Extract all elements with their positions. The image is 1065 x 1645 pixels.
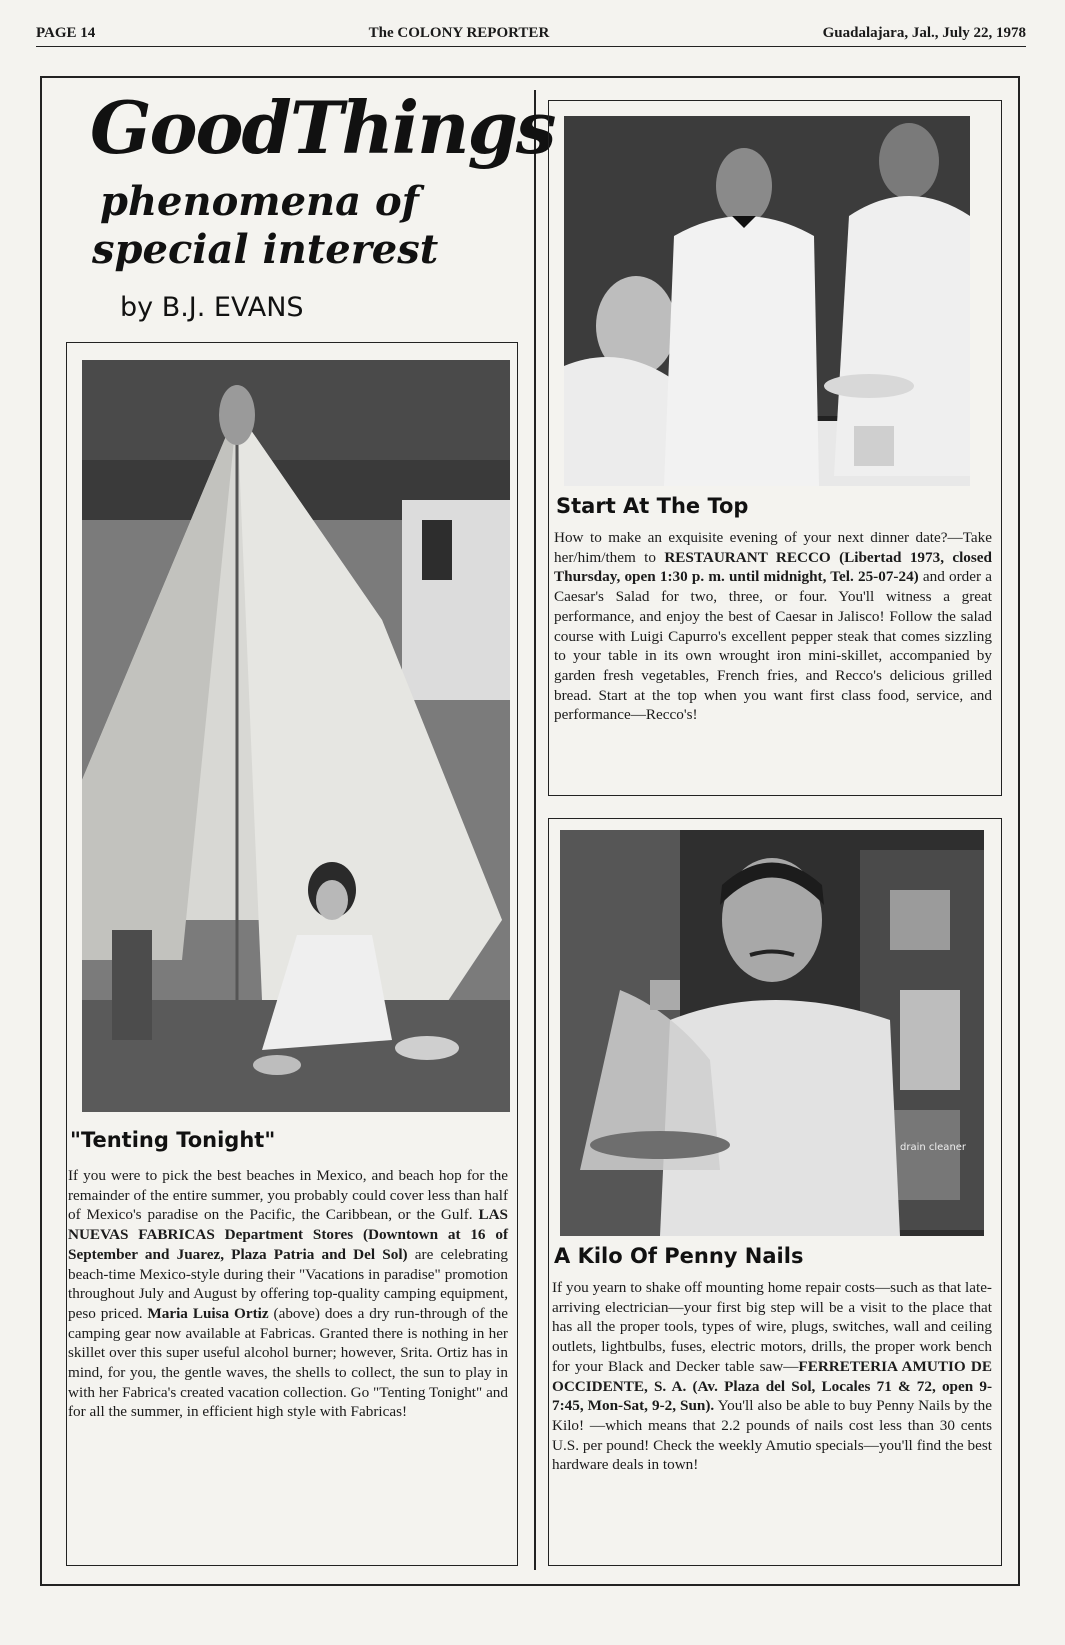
hardware-photo (560, 830, 984, 1236)
restaurant-photo (564, 116, 970, 486)
tenting-headline: "Tenting Tonight" (70, 1128, 276, 1152)
recco-restaurant-info: RESTAURANT RECCO (Libertad 1973, closed Thursday, open 1:30 p. m. until midnight, Tel. 25-07-24) (554, 548, 992, 586)
nails-store-info: FERRETERIA AMUTIO DE OCCIDENTE, S. A. (Av. Plaza del Sol, Locales 71 & 72, open 9-7:45, Mon-Sat, 9-2, Sun). (552, 1357, 992, 1415)
tent-illustration (82, 360, 510, 1112)
recco-body (554, 528, 992, 725)
page-number: PAGE 14 (36, 24, 96, 41)
recco-body-2: and order a Caesar's Salad for two, three, or four. You'll witness a great performance, and enjoy the best of Caesar in Jalisco! Follow the salad course with Luigi Capurro's excellent pepper steak that comes sizzling to your table in its own wrought iron mini-skillet, accompanied by garden fresh vegetables, French fries, and Recco's delicious grilled bread. Start at the top when you want first class food, service, and performance—Recco's! (554, 568, 993, 724)
byline: by B.J. EVANS (120, 292, 304, 323)
recco-headline: Start At The Top (556, 494, 749, 518)
outer-bottom-rule (40, 1584, 1020, 1586)
nails-body-2: You'll also be able to buy Penny Nails by the Kilo! —which means that 2.2 pounds of nails cost less than 30 cents U.S. per pound! Check the weekly Amutio specials—you'll find the best hardware deals in town! (552, 1397, 992, 1474)
tenting-body-2: are celebrating beach-time Mexico-style during their "Vacations in paradise" promotion throughout July and August by offering top-quality camping equipment, peso priced. (68, 1245, 508, 1322)
tenting-store-info: LAS NUEVAS FABRICAS Department Stores (Downtown at 16 of September and Juarez, Plaza Patria and Del Sol) (68, 1206, 508, 1263)
nails-body (552, 1278, 992, 1475)
tenting-body-1: If you were to pick the best beaches in Mexico, and beach hop for the remainder of the entire summer, you probably could cover less than half of Mexico's paradise on the Pacific, the Caribbean, or the Gulf. (68, 1167, 508, 1224)
nails-body-1: If you yearn to shake off mounting home repair costs—such as that late-arriving electrician—your first big step will be a visit to the place that has all the proper tools, types of wire, plugs, switches, wall and ceiling outlets, lightbulbs, fuses, electric motors, drills, the proper work bench for your Black and Decker table saw— (552, 1279, 992, 1375)
tent-photo (82, 360, 510, 1112)
column-divider (534, 90, 536, 1570)
masthead (36, 22, 1026, 47)
tenting-body (68, 1166, 508, 1422)
dateline: Guadalajara, Jal., July 22, 1978 (822, 24, 1026, 41)
tenting-model-name: Maria Luisa Ortiz (147, 1304, 269, 1322)
outer-left-rule (40, 76, 42, 1586)
restaurant-illustration (564, 116, 970, 486)
tenting-body-3: (above) does a dry run-through of the camping gear now available at Fabricas. Granted there is nothing in her skillet over this super useful alcohol burner; however, Srita. Ortiz has in mind, for you, the gentle waves, the shells to collect, the sun to play in with her Fabrica's created vacation collection. Go "Tenting Tonight" and for all the summer, in efficient high style with Fabricas! (68, 1304, 508, 1421)
recco-body-1: How to make an exquisite evening of your next dinner date?—Take her/him/them to (554, 529, 992, 566)
nails-headline: A Kilo Of Penny Nails (554, 1244, 804, 1268)
newspaper-name: The COLONY REPORTER (368, 24, 550, 41)
hardware-illustration (560, 830, 984, 1236)
feature-title: GoodThings (90, 85, 555, 170)
outer-top-rule (40, 76, 1020, 78)
drain-cleaner-label: drain cleaner (900, 1142, 967, 1153)
outer-right-rule (1018, 76, 1020, 1586)
feature-subtitle-2: special interest (92, 226, 439, 273)
feature-subtitle-1: phenomena of (100, 178, 419, 225)
